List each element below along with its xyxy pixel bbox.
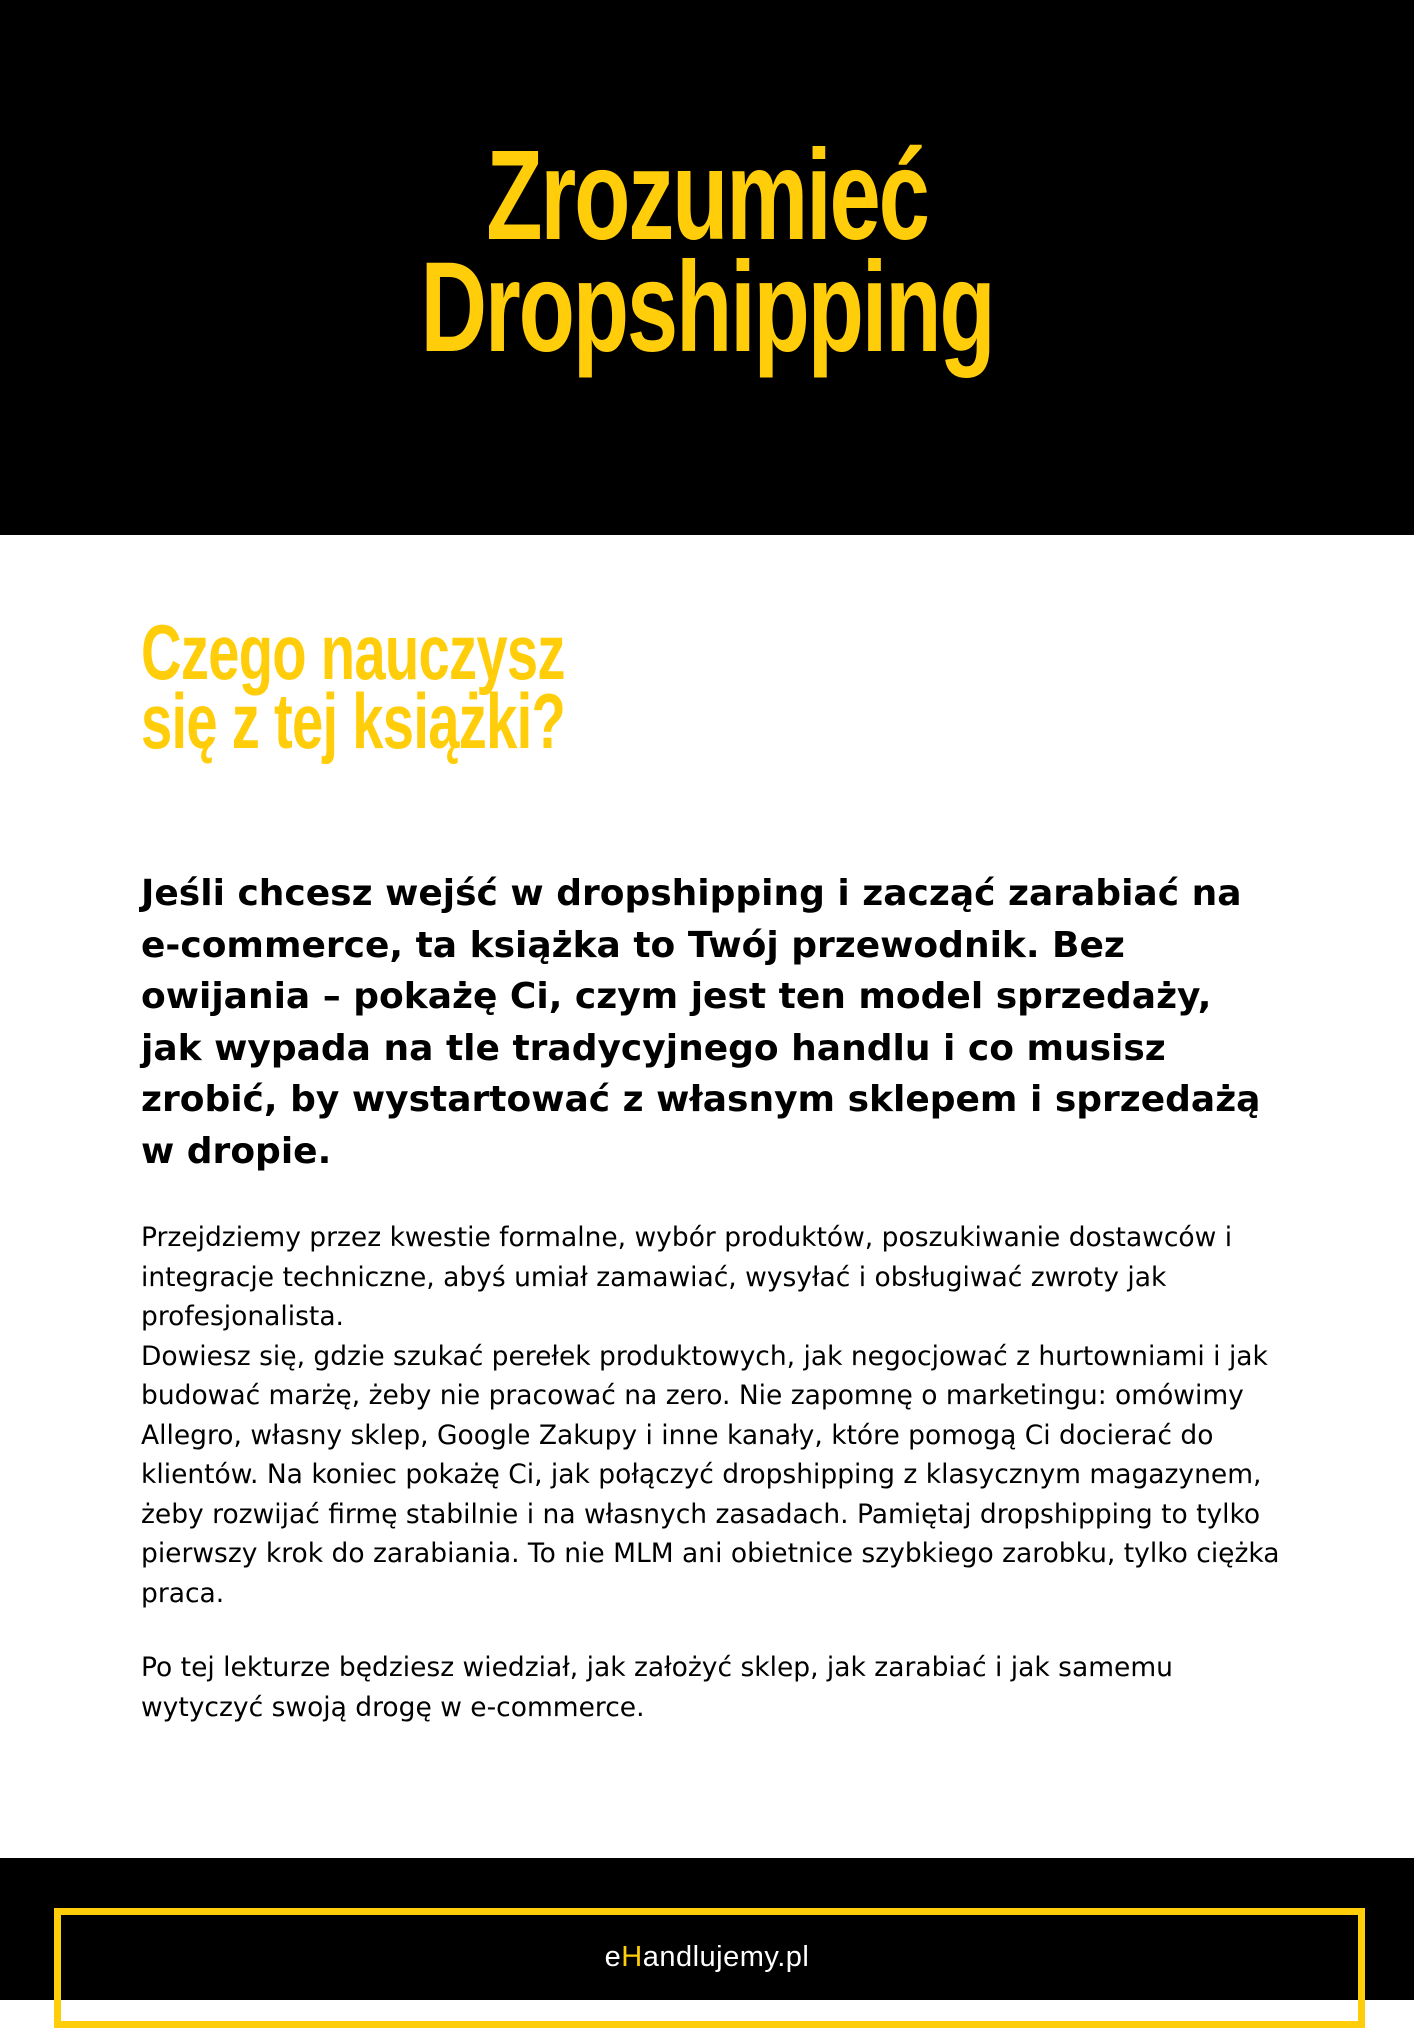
lead-paragraph: Jeśli chcesz wejść w dropshipping i zacząć zarabiać na e-commerce, ta książka to Twój przewodnik. Bez owijania – pokażę Ci, czym jest ten model sprzedaży, jak wypada na tle tradycyjnego handlu i co musisz zrobić, by wystartować z własnym sklepem i sprzedażą w dropie.	[141, 873, 1261, 1172]
brand-prefix: e	[604, 1941, 622, 1973]
body-paragraph-1: Przejdziemy przez kwestie formalne, wybór produktów, poszukiwanie dostawców i integracje techniczne, abyś umiał zamawiać, wysyłać i obsługiwać zwroty jak profesjonalista.	[141, 1222, 1233, 1332]
body-text	[141, 1218, 1291, 1613]
body-paragraph-3: Po tej lekturze będziesz wiedział, jak założyć sklep, jak zarabiać i jak samemu wytyczyć swoją drogę w e-commerce.	[141, 1652, 1173, 1723]
book-title-line-2: Dropshipping	[420, 236, 994, 379]
body-paragraph-2: Dowiesz się, gdzie szukać perełek produktowych, jak negocjować z hurtowniami i jak budować marżę, żeby nie pracować na zero. Nie zapomnę o marketingu: omówimy Allegro, własny sklep, Google Zakupy i inne kanały, które pomogą Ci docierać do klientów. Na koniec pokażę Ci, jak połączyć dropshipping z klasycznym magazynem, żeby rozwijać firmę stabilnie i na własnych zasadach. Pamiętaj dropshipping to tylko pierwszy krok do zarabiania. To nie MLM ani obietnice szybkiego zarobku, tylko ciężka praca.	[141, 1340, 1280, 1609]
section-heading-line-2: się z tej książki?	[141, 677, 566, 765]
footer-brand	[0, 1939, 1414, 1975]
book-title-line-1: Zrozumieć	[486, 124, 928, 267]
section-heading	[141, 608, 566, 765]
brand-accent-letter: H	[621, 1941, 643, 1973]
book-title	[198, 124, 1216, 379]
brand-suffix: andlujemy.pl	[642, 1941, 810, 1973]
section-heading-line-1: Czego nauczysz	[141, 608, 565, 696]
